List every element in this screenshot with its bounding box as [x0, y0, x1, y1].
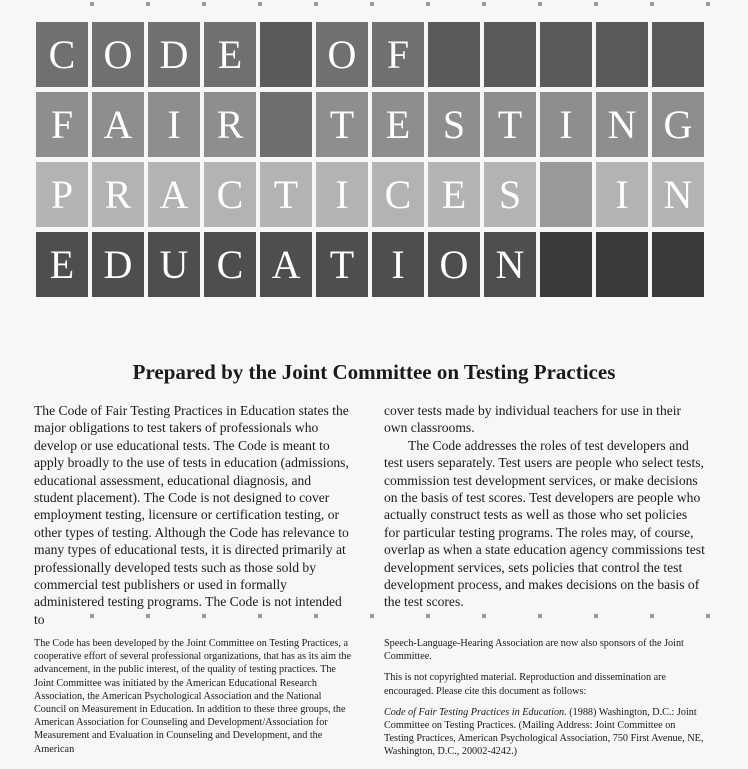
footer-right-text-2: This is not copyrighted material. Reproduction and dissemination are encouraged. Please cite this document as follows:	[384, 672, 667, 697]
title-blank-tile	[260, 92, 312, 157]
title-letter-tile: A	[260, 232, 312, 297]
intro-right-text-1: cover tests made by individual teachers for use in their own classrooms.	[384, 403, 682, 436]
title-letter-tile: E	[204, 22, 256, 87]
title-blank-tile	[428, 22, 480, 87]
title-letter-tile: D	[92, 232, 144, 297]
title-letter-tile: I	[596, 162, 648, 227]
title-letter-tile: D	[148, 22, 200, 87]
title-letter-tile: I	[540, 92, 592, 157]
decorative-dot	[426, 2, 430, 6]
title-grid	[36, 22, 704, 302]
decorative-dot	[314, 2, 318, 6]
title-blank-tile	[540, 162, 592, 227]
decorative-dot	[258, 614, 262, 618]
separator-dot-row	[0, 614, 748, 620]
title-letter-tile: T	[316, 92, 368, 157]
title-letter-tile: R	[92, 162, 144, 227]
title-letter-tile: C	[372, 162, 424, 227]
decorative-dot	[314, 614, 318, 618]
footer-left-text: The Code has been developed by the Joint Committee on Testing Practices, a cooperative effort of several professional organizations, that has as its aim the advancement, in the public interest, of the quality of testing practices. The Joint Committee was initiated by the American Educational Research Association, the American Psychological Association and the National Council on Measurement in Education. In addition to these three groups, the American Association for Counseling and Development/Association for Measurement and Evaluation in Counseling and Development, and the American	[34, 638, 352, 755]
title-blank-tile	[540, 22, 592, 87]
title-letter-tile: F	[372, 22, 424, 87]
title-blank-tile	[540, 232, 592, 297]
title-letter-tile: O	[92, 22, 144, 87]
title-letter-tile: P	[36, 162, 88, 227]
title-letter-tile: G	[652, 92, 704, 157]
footer-citation	[384, 706, 706, 759]
title-letter-tile: N	[484, 232, 536, 297]
title-blank-tile	[652, 22, 704, 87]
decorative-dot	[594, 2, 598, 6]
title-letter-tile: C	[204, 162, 256, 227]
decorative-dot	[202, 2, 206, 6]
title-letter-tile: A	[148, 162, 200, 227]
decorative-dot	[202, 614, 206, 618]
title-letter-tile: N	[596, 92, 648, 157]
title-blank-tile	[596, 232, 648, 297]
title-letter-tile: I	[372, 232, 424, 297]
title-letter-tile: T	[484, 92, 536, 157]
decorative-dot	[146, 614, 150, 618]
title-letter-tile: I	[148, 92, 200, 157]
title-letter-tile: O	[316, 22, 368, 87]
decorative-dot	[482, 614, 486, 618]
title-blank-tile	[484, 22, 536, 87]
title-letter-tile: F	[36, 92, 88, 157]
title-letter-tile: T	[316, 232, 368, 297]
page-heading: Prepared by the Joint Committee on Testing Practices	[132, 360, 616, 384]
title-blank-tile	[596, 22, 648, 87]
title-letter-tile: C	[36, 22, 88, 87]
decorative-dot	[90, 614, 94, 618]
citation-rest: (1988) Washington, D.C.: Joint Committee on Testing Practices. (Mailing Address: Joint Committee on Testing Practices, American Psychological Association, 750 First Avenue, NE, Washington, D.C., 20002-4242.)	[384, 706, 704, 758]
title-letter-tile: T	[260, 162, 312, 227]
title-letter-tile: A	[92, 92, 144, 157]
title-letter-tile: E	[428, 162, 480, 227]
intro-right-column	[384, 402, 706, 611]
title-letter-tile: E	[36, 232, 88, 297]
decorative-dot	[650, 614, 654, 618]
title-letter-tile: E	[372, 92, 424, 157]
decorative-dot	[90, 2, 94, 6]
title-letter-tile: C	[204, 232, 256, 297]
decorative-dot	[706, 614, 710, 618]
intro-left-text: The Code of Fair Testing Practices in Education states the major obligations to test takers of professionals who develop or use educational tests. The Code is meant to apply broadly to the use of tests in education (admissions, educational assessment, educational diagnosis, and student placement). The Code is not designed to cover employment testing, licensure or certification testing, or other types of testing. Although the Code has relevance to many types of educational tests, it is directed primarily at professionally developed tests such as those sold by commercial test publishers or used in formally administered testing programs. The Code is not intended to	[34, 403, 349, 627]
decorative-dot	[426, 614, 430, 618]
decorative-dot	[258, 2, 262, 6]
title-blank-tile	[260, 22, 312, 87]
decorative-dot	[706, 2, 710, 6]
top-dot-row	[0, 2, 748, 8]
intro-right-text-2: The Code addresses the roles of test developers and test users separately. Test users are people who select tests, commission test development services, or make decisions on the basis of test scores. Test developers are people who actually construct tests as well as those who set policies for particular testing programs. The roles may, of course, overlap as when a state education agency commissions test development services, sets policies that control the test development process, and makes decisions on the basis of the test scores.	[384, 437, 705, 610]
title-letter-tile: S	[484, 162, 536, 227]
decorative-dot	[370, 614, 374, 618]
footer-left-column	[34, 637, 352, 764]
decorative-dot	[146, 2, 150, 6]
citation-title: Code of Fair Testing Practices in Education.	[384, 706, 567, 718]
intro-left-column	[34, 402, 352, 628]
title-letter-tile: U	[148, 232, 200, 297]
decorative-dot	[370, 2, 374, 6]
decorative-dot	[650, 2, 654, 6]
decorative-dot	[482, 2, 486, 6]
decorative-dot	[538, 2, 542, 6]
title-letter-tile: N	[652, 162, 704, 227]
title-letter-tile: R	[204, 92, 256, 157]
title-letter-tile: I	[316, 162, 368, 227]
footer-right-column	[384, 637, 706, 767]
title-blank-tile	[652, 232, 704, 297]
title-letter-tile: O	[428, 232, 480, 297]
decorative-dot	[538, 614, 542, 618]
decorative-dot	[594, 614, 598, 618]
footer-right-text-1: Speech-Language-Hearing Association are now also sponsors of the Joint Committee.	[384, 638, 684, 663]
title-letter-tile: S	[428, 92, 480, 157]
